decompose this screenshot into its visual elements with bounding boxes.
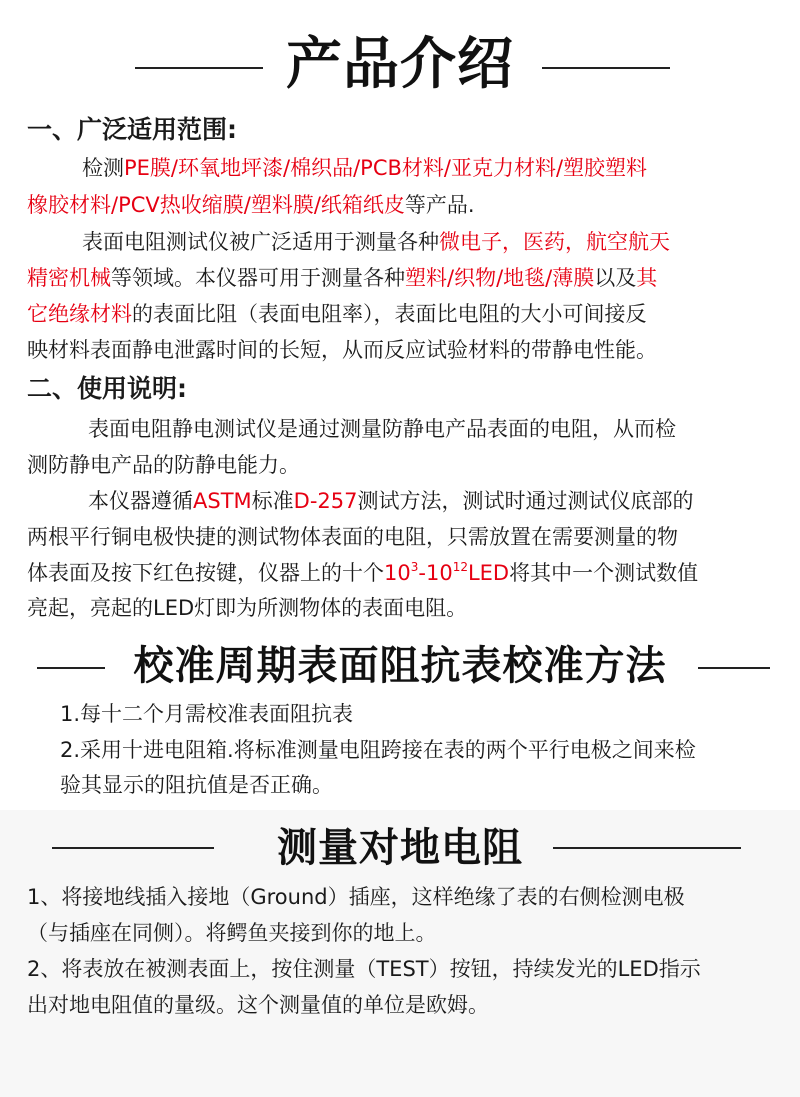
usage-line-1: 表面电阻静电测试仪是通过测量防静电产品表面的电阻，从而检 [88, 417, 676, 441]
section-scope-heading: 一、广泛适用范围: [27, 115, 237, 144]
ground-line-1: 1、将接地线插入接地（Ground）插座，这样绝缘了表的右侧检测电极 [27, 885, 685, 909]
title-ground-resistance: 测量对地电阻 [277, 825, 523, 871]
title-ground-row [0, 820, 800, 876]
scope-line-5: 它绝缘材料的表面比阻（表面电阻率），表面比电阻的大小可间接反 [27, 302, 647, 326]
ground-line-4: 出对地电阻值的量级。这个测量值的单位是欧姆。 [27, 993, 489, 1017]
scope-line-6: 映材料表面静电泄露时间的长短，从而反应试验材料的带静电性能。 [27, 338, 657, 362]
ground-line-2: （与插座在同侧）。将鳄鱼夹接到你的地上。 [27, 921, 437, 945]
scope-line-1: 检测PE膜/环氧地坪漆/棉织品/PCB材料/亚克力材料/塑胶塑料 [82, 156, 648, 180]
title-product-intro-row [0, 30, 800, 100]
scope-line-2: 橡胶材料/PCV热收缩膜/塑料膜/纸箱纸皮等产品. [27, 193, 475, 217]
usage-line-6: 亮起，亮起的LED灯即为所测物体的表面电阻。 [27, 596, 468, 620]
section-usage-heading: 二、使用说明: [27, 374, 187, 403]
scope-line-3: 表面电阻测试仪被广泛适用于测量各种微电子，医药，航空航天 [82, 230, 670, 254]
calib-line-3: 验其显示的阻抗值是否正确。 [60, 773, 333, 797]
usage-line-3: 本仪器遵循ASTM标准D-257测试方法，测试时通过测试仪底部的 [88, 489, 694, 513]
calib-line-2: 2.采用十进电阻箱.将标准测量电阻跨接在表的两个平行电极之间来检 [60, 738, 696, 762]
ground-line-3: 2、将表放在被测表面上，按住测量（TEST）按钮，持续发光的LED指示 [27, 957, 701, 981]
calib-line-1: 1.每十二个月需校准表面阻抗表 [60, 702, 354, 726]
usage-line-2: 测防静电产品的防静电能力。 [27, 453, 300, 477]
title-product-intro: 产品介绍 [286, 32, 514, 97]
title-calibration: 校准周期表面阻抗表校准方法 [133, 643, 667, 689]
title-calibration-row [0, 638, 800, 694]
scope-line-4: 精密机械等领域。本仪器可用于测量各种塑料/织物/地毯/薄膜以及其 [27, 266, 658, 290]
usage-line-5: 体表面及按下红色按键，仪器上的十个$10^3-10^{12}LED$将其中一个测试数值 [27, 560, 699, 585]
usage-line-4: 两根平行铜电极快捷的测试物体表面的电阻，只需放置在需要测量的物 [27, 525, 678, 549]
